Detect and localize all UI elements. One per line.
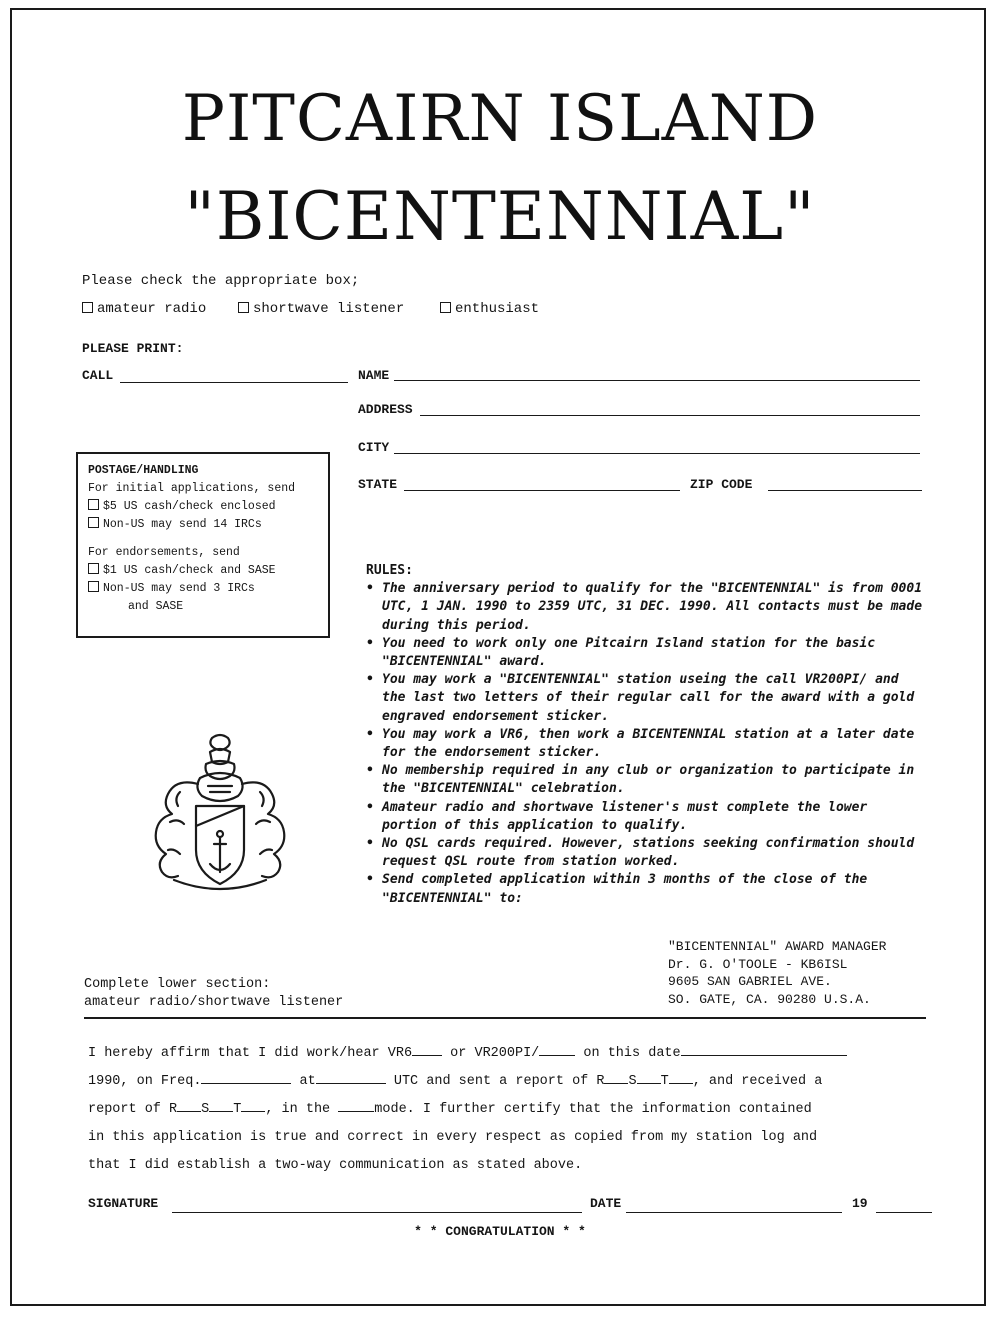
name-field[interactable] [394, 380, 920, 381]
zip-field[interactable] [768, 490, 922, 491]
title-line-2: "BICENTENNIAL" [184, 178, 816, 255]
address-field[interactable] [420, 415, 920, 416]
cert-line-2: 1990, on Freq. at UTC and sent a report of R S T , and received a [88, 1068, 934, 1096]
section-divider [84, 1017, 926, 1019]
state-field[interactable] [404, 490, 680, 491]
sent-r-field[interactable] [604, 1069, 628, 1084]
please-print-label: PLEASE PRINT: [82, 341, 184, 356]
endorse-option-non-us-ircs[interactable] [88, 580, 318, 598]
option-label: $5 US cash/check enclosed [103, 500, 276, 513]
coat-of-arms-icon [140, 730, 300, 900]
checkbox-box[interactable] [88, 517, 99, 528]
recv-r-field[interactable] [177, 1097, 201, 1112]
congratulation-text: * * CONGRATULATION * * [414, 1224, 586, 1239]
date-label: DATE [590, 1196, 622, 1211]
checkbox-shortwave-listener[interactable] [238, 301, 404, 317]
zip-label: ZIP CODE [690, 477, 753, 492]
cert-line-3: report of R S T , in the mode. I further certify that the information contained [88, 1096, 934, 1124]
rule-item: • You may work a VR6, then work a BICENTENNIAL station at a later date for the endorsement sticker. [366, 726, 926, 762]
check-prompt: Please check the appropriate box; [82, 273, 360, 289]
option-label: Non-US may send 14 IRCs [103, 518, 262, 531]
checkbox-box[interactable] [88, 563, 99, 574]
city-label: CITY [358, 440, 390, 455]
call-field[interactable] [120, 382, 348, 383]
call-label: CALL [82, 368, 114, 383]
postage-initial-text: For initial applications, send [88, 482, 296, 495]
recv-s-field[interactable] [209, 1097, 233, 1112]
lower-line: Complete lower section: [84, 977, 271, 992]
manager-line: Dr. G. O'TOOLE - KB6ISL [668, 956, 848, 972]
name-label: NAME [358, 368, 390, 383]
date-worked-field[interactable] [681, 1041, 847, 1056]
endorse-option-sase: and SASE [128, 600, 184, 613]
manager-line: "BICENTENNIAL" AWARD MANAGER [668, 939, 887, 954]
checkbox-label: enthusiast [455, 301, 540, 317]
year-field[interactable] [876, 1212, 932, 1213]
rule-item: • No QSL cards required. However, stations seeking confirmation should request QSL route from station worked. [366, 835, 926, 871]
postage-endorse-text: For endorsements, send [88, 546, 240, 559]
freq-field[interactable] [201, 1069, 291, 1084]
checkbox-label: amateur radio [97, 301, 207, 317]
cert-line-5: that I did establish a two-way communication as stated above. [88, 1158, 583, 1173]
postage-heading: POSTAGE/HANDLING [88, 464, 199, 477]
checkbox-box[interactable] [88, 581, 99, 592]
rules-section [366, 562, 926, 908]
signature-label: SIGNATURE [88, 1196, 159, 1211]
rule-item: • You need to work only one Pitcairn Island station for the basic "BICENTENNIAL" award. [366, 635, 926, 671]
manager-line: 9605 SAN GABRIEL AVE. [668, 974, 832, 989]
vr200pi-field[interactable] [539, 1041, 575, 1056]
certification-paragraph [88, 1040, 934, 1180]
sent-t-field[interactable] [669, 1069, 693, 1084]
vr6-field[interactable] [412, 1041, 442, 1056]
checkbox-box[interactable] [238, 302, 249, 313]
title-line-1: PITCAIRN ISLAND [181, 82, 819, 156]
city-field[interactable] [394, 453, 920, 454]
cert-line-1: I hereby affirm that I did work/hear VR6 or VR200PI/ on this date [88, 1040, 934, 1068]
rules-heading: RULES: [366, 563, 413, 578]
lower-line: amateur radio/shortwave listener [84, 995, 344, 1010]
rule-item: • The anniversary period to qualify for the "BICENTENNIAL" is from 0001 UTC, 1 JAN. 1990 to 2359 UTC, 31 DEC. 1990. All contacts must be made during this period. [366, 580, 926, 635]
checkbox-box[interactable] [440, 302, 451, 313]
manager-line: SO. GATE, CA. 90280 U.S.A. [668, 991, 871, 1007]
checkbox-box[interactable] [88, 499, 99, 510]
postage-option-us-cash[interactable] [88, 498, 318, 516]
year-prefix: 19 [852, 1196, 868, 1211]
lower-section-label [84, 976, 343, 1012]
state-label: STATE [358, 477, 398, 492]
rules-list [366, 580, 926, 908]
option-label: Non-US may send 3 IRCs [103, 582, 255, 595]
postage-option-non-us-ircs[interactable] [88, 516, 318, 534]
checkbox-amateur-radio[interactable] [82, 301, 206, 317]
endorse-option-us-cash[interactable] [88, 562, 318, 580]
sent-s-field[interactable] [637, 1069, 661, 1084]
rule-item: • Amateur radio and shortwave listener's must complete the lower portion of this application to qualify. [366, 799, 926, 835]
checkbox-box[interactable] [82, 302, 93, 313]
utc-field[interactable] [316, 1069, 386, 1084]
checkbox-label: shortwave listener [253, 301, 405, 317]
rule-item: • Send completed application within 3 months of the close of the "BICENTENNIAL" to: [366, 871, 926, 907]
checkbox-enthusiast[interactable] [440, 301, 539, 317]
cert-line-4: in this application is true and correct in every respect as copied from my station log and [88, 1130, 818, 1145]
mode-field[interactable] [338, 1097, 374, 1112]
recv-t-field[interactable] [241, 1097, 265, 1112]
date-field[interactable] [626, 1212, 842, 1213]
signature-field[interactable] [172, 1212, 582, 1213]
address-label: ADDRESS [358, 402, 413, 417]
award-manager-address [668, 938, 886, 1008]
postage-handling-box [76, 452, 330, 638]
option-label: $1 US cash/check and SASE [103, 564, 276, 577]
rule-item: • You may work a "BICENTENNIAL" station useing the call VR200PI/ and the last two letters of their regular call for the award with a gold engraved endorsement sticker. [366, 671, 926, 726]
rule-item: • No membership required in any club or organization to participate in the "BICENTENNIAL" celebration. [366, 762, 926, 798]
